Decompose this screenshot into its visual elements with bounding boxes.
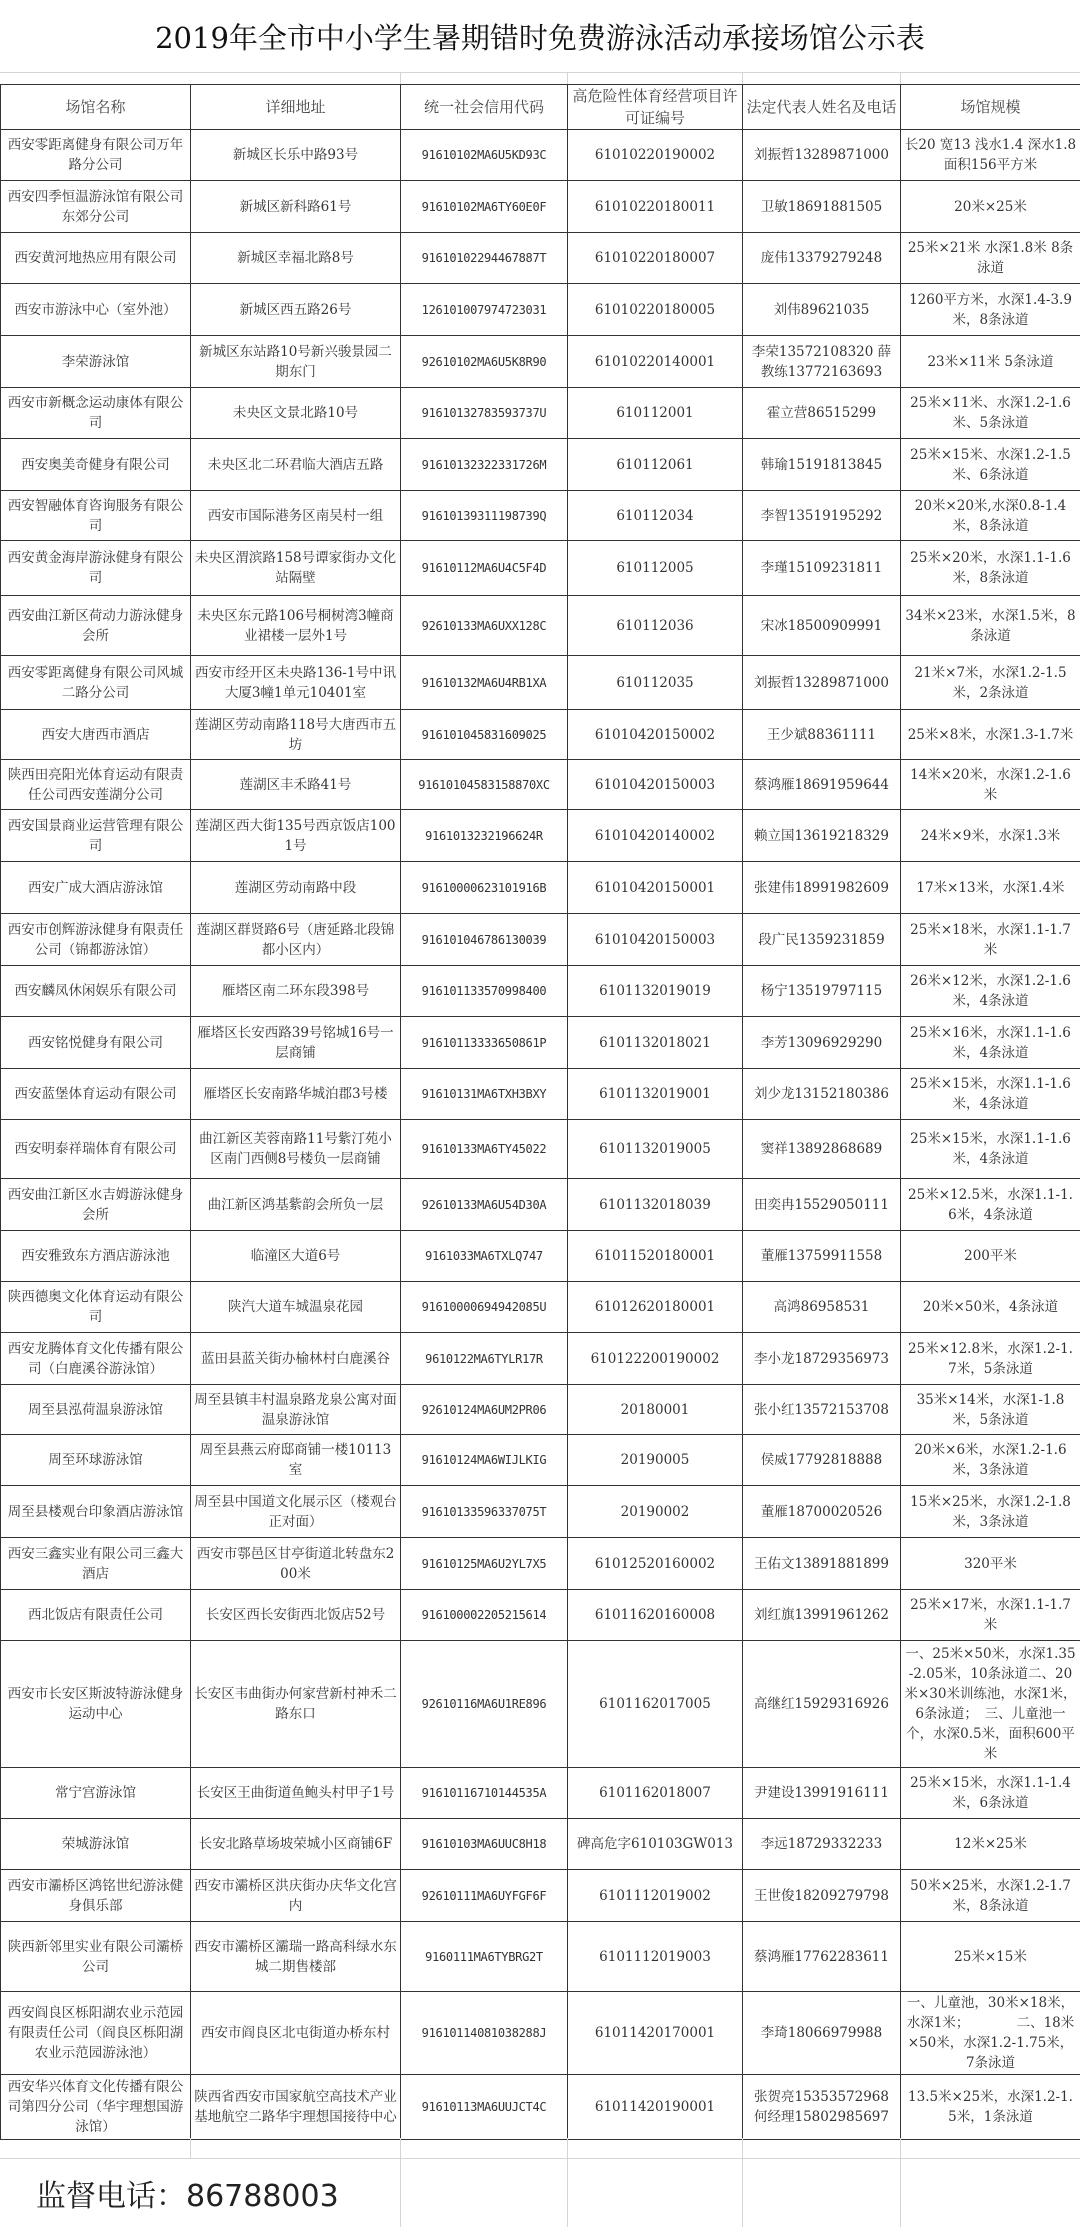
venue-scale-cell: 200平米 <box>901 1231 1080 1282</box>
credit-code-cell: 91610102MA6U5KD93C <box>401 130 568 181</box>
permit-number-cell: 碑高危字610103GW013 <box>568 1819 743 1870</box>
table-row <box>1 596 1080 656</box>
venue-scale-cell: 21米×7米，水深1.2-1.5米，2条泳道 <box>901 656 1080 710</box>
credit-code-cell: 91610000623101916B <box>401 862 568 914</box>
venue-scale-cell: 25米×16米，水深1.1-1.6米，4条泳道 <box>901 1017 1080 1069</box>
address-cell: 莲湖区劳动南路118号大唐西市五坊 <box>191 710 401 760</box>
contact-cell: 高继红15929316926 <box>743 1641 901 1768</box>
contact-cell: 卫敏18691881505 <box>743 181 901 233</box>
credit-code-cell: 92610116MA6U1RE896 <box>401 1641 568 1768</box>
credit-code-cell: 91610113MA6UUJCT4C <box>401 2075 568 2140</box>
credit-code-cell: 92610124MA6UM2PR06 <box>401 1385 568 1435</box>
venue-scale-cell: 20米×50米，4条泳道 <box>901 1282 1080 1333</box>
header-credit-code: 统一社会信用代码 <box>401 85 568 130</box>
contact-cell: 李芳13096929290 <box>743 1017 901 1069</box>
table-row <box>1 1590 1080 1641</box>
permit-number-cell: 6101132019005 <box>568 1120 743 1179</box>
table-row <box>1 1069 1080 1120</box>
permit-number-cell: 61010220180007 <box>568 233 743 284</box>
address-cell: 未央区文景北路10号 <box>191 388 401 439</box>
permit-number-cell: 61011420170001 <box>568 1992 743 2075</box>
supervision-phone: 监督电话：86788003 <box>36 2171 339 2215</box>
venue-scale-cell: 14米×20米，水深1.2-1.6米 <box>901 760 1080 810</box>
address-cell: 西安市灞桥区洪庆街办庆华文化宫内 <box>191 1870 401 1922</box>
venue-name-cell: 西安智融体育咨询服务有限公司 <box>1 491 191 541</box>
permit-number-cell: 20190002 <box>568 1486 743 1538</box>
contact-cell: 段广民1359231859 <box>743 914 901 966</box>
venue-scale-cell: 50米×25米，水深1.2-1.7米，8条泳道 <box>901 1870 1080 1922</box>
venue-scale-cell: 20米×20米,水深0.8-1.4米，8条泳道 <box>901 491 1080 541</box>
venue-scale-cell: 23米×11米 5条泳道 <box>901 336 1080 388</box>
contact-cell: 李远18729332233 <box>743 1819 901 1870</box>
address-cell: 曲江新区鸿基紫韵会所负一层 <box>191 1179 401 1231</box>
credit-code-cell: 92610111MA6UYFGF6F <box>401 1870 568 1922</box>
contact-cell: 刘振哲13289871000 <box>743 656 901 710</box>
venue-name-cell: 西安零距离健身有限公司万年路分公司 <box>1 130 191 181</box>
credit-code-cell: 92610133MA6U54D30A <box>401 1179 568 1231</box>
contact-cell: 韩瑜15191813845 <box>743 439 901 491</box>
permit-number-cell: 6101132018039 <box>568 1179 743 1231</box>
venue-scale-cell: 13.5米×25米，水深1.2-1.5米，1条泳道 <box>901 2075 1080 2140</box>
credit-code-cell: 9160111MA6TYBRG2T <box>401 1922 568 1992</box>
footer <box>0 2158 1080 2227</box>
venue-scale-cell: 25米×17米，水深1.1-1.7米 <box>901 1590 1080 1641</box>
table-row <box>1 130 1080 181</box>
address-cell: 周至县燕云府邸商铺一楼10113室 <box>191 1435 401 1486</box>
address-cell: 未央区北二环君临大酒店五路 <box>191 439 401 491</box>
contact-cell: 刘伟89621035 <box>743 284 901 336</box>
venue-scale-cell: 17米×13米，水深1.4米 <box>901 862 1080 914</box>
credit-code-cell: 91610132783593737U <box>401 388 568 439</box>
permit-number-cell: 61010220140001 <box>568 336 743 388</box>
credit-code-cell: 9610122MA6TYLR17R <box>401 1333 568 1385</box>
permit-number-cell: 61011420190001 <box>568 2075 743 2140</box>
credit-code-cell: 91610133596337075T <box>401 1486 568 1538</box>
contact-cell: 杨宁13519797115 <box>743 966 901 1017</box>
permit-number-cell: 6101112019003 <box>568 1922 743 1992</box>
credit-code-cell: 9161013232196624R <box>401 810 568 862</box>
address-cell: 西安市鄠邑区甘亭街道北转盘东200米 <box>191 1538 401 1590</box>
venue-scale-cell: 长20 宽13 浅水1.4 深水1.8 面积156平方米 <box>901 130 1080 181</box>
permit-number-cell: 6101162017005 <box>568 1641 743 1768</box>
credit-code-cell: 92610133MA6UXX128C <box>401 596 568 656</box>
table-row <box>1 284 1080 336</box>
credit-code-cell: 916101133570998400 <box>401 966 568 1017</box>
table-row <box>1 1385 1080 1435</box>
table-row <box>1 1819 1080 1870</box>
address-cell: 莲湖区劳动南路中段 <box>191 862 401 914</box>
address-cell: 新城区西五路26号 <box>191 284 401 336</box>
venue-scale-cell: 25米×12.5米，水深1.1-1.6米，4条泳道 <box>901 1179 1080 1231</box>
permit-number-cell: 6101132019001 <box>568 1069 743 1120</box>
venue-name-cell: 西安零距离健身有限公司风城二路分公司 <box>1 656 191 710</box>
contact-cell: 蔡鸿雁18691959644 <box>743 760 901 810</box>
contact-cell: 高鸿86958531 <box>743 1282 901 1333</box>
address-cell: 西安市国际港务区南吴村一组 <box>191 491 401 541</box>
contact-cell: 李小龙18729356973 <box>743 1333 901 1385</box>
permit-number-cell: 610112005 <box>568 541 743 596</box>
table-row <box>1 1486 1080 1538</box>
address-cell: 莲湖区丰禾路41号 <box>191 760 401 810</box>
venue-scale-cell: 320平米 <box>901 1538 1080 1590</box>
table-row <box>1 760 1080 810</box>
venue-name-cell: 陕西新邻里实业有限公司灞桥公司 <box>1 1922 191 1992</box>
address-cell: 长安区韦曲街办何家营新村神禾二路东口 <box>191 1641 401 1768</box>
venue-name-cell: 西安麟凤休闲娱乐有限公司 <box>1 966 191 1017</box>
permit-number-cell: 61010420150003 <box>568 914 743 966</box>
contact-cell: 窦祥13892868689 <box>743 1120 901 1179</box>
venue-scale-cell: 12米×25米 <box>901 1819 1080 1870</box>
address-cell: 新城区新科路61号 <box>191 181 401 233</box>
venue-name-cell: 西安华兴体育文化传播有限公司第四分公司（华宇理想国游泳馆） <box>1 2075 191 2140</box>
permit-number-cell: 610112034 <box>568 491 743 541</box>
permit-number-cell: 20180001 <box>568 1385 743 1435</box>
contact-cell: 王佑文13891881899 <box>743 1538 901 1590</box>
table-row <box>1 1120 1080 1179</box>
table-body <box>1 130 1080 2140</box>
table-row <box>1 862 1080 914</box>
venue-scale-cell: 25米×21米 水深1.8米 8条泳道 <box>901 233 1080 284</box>
credit-code-cell: 91610132MA6U4RB1XA <box>401 656 568 710</box>
credit-code-cell: 91610139311198739Q <box>401 491 568 541</box>
venue-table <box>0 84 1080 2140</box>
venue-name-cell: 西安龙腾体育文化传播有限公司（白鹿溪谷游泳馆） <box>1 1333 191 1385</box>
credit-code-cell: 91610112MA6U4C5F4D <box>401 541 568 596</box>
venue-name-cell: 西安广成大酒店游泳馆 <box>1 862 191 914</box>
contact-cell: 刘少龙13152180386 <box>743 1069 901 1120</box>
venue-name-cell: 周至环球游泳馆 <box>1 1435 191 1486</box>
permit-number-cell: 61010420150002 <box>568 710 743 760</box>
address-cell: 蓝田县蓝关街办榆林村白鹿溪谷 <box>191 1333 401 1385</box>
contact-cell: 宋冰18500909991 <box>743 596 901 656</box>
credit-code-cell: 91610113333650861P <box>401 1017 568 1069</box>
permit-number-cell: 6101132018021 <box>568 1017 743 1069</box>
permit-number-cell: 610112035 <box>568 656 743 710</box>
venue-name-cell: 西安黄河地热应用有限公司 <box>1 233 191 284</box>
permit-number-cell: 610122200190002 <box>568 1333 743 1385</box>
permit-number-cell: 610112001 <box>568 388 743 439</box>
address-cell: 西安市经开区未央路136-1号中讯大厦3幢1单元10401室 <box>191 656 401 710</box>
permit-number-cell: 6101162018007 <box>568 1768 743 1819</box>
permit-number-cell: 20190005 <box>568 1435 743 1486</box>
permit-number-cell: 610112061 <box>568 439 743 491</box>
contact-cell: 蔡鸿雁17762283611 <box>743 1922 901 1992</box>
table-row <box>1 1333 1080 1385</box>
table-row <box>1 1179 1080 1231</box>
venue-scale-cell: 20米×25米 <box>901 181 1080 233</box>
venue-name-cell: 西安四季恒温游泳馆有限公司东郊分公司 <box>1 181 191 233</box>
venue-name-cell: 西安奥美奇健身有限公司 <box>1 439 191 491</box>
contact-cell: 董雁18700020526 <box>743 1486 901 1538</box>
venue-scale-cell: 26米×12米，水深1.2-1.6米，4条泳道 <box>901 966 1080 1017</box>
table-row <box>1 541 1080 596</box>
permit-number-cell: 61010420140002 <box>568 810 743 862</box>
header-permit-number: 高危险性体育经营项目许可证编号 <box>568 85 743 130</box>
credit-code-cell: 91610103MA6UUC8H18 <box>401 1819 568 1870</box>
blank-grid-row <box>0 2138 1080 2158</box>
table-row <box>1 1870 1080 1922</box>
table-row <box>1 1435 1080 1486</box>
venue-name-cell: 西安三鑫实业有限公司三鑫大酒店 <box>1 1538 191 1590</box>
table-row <box>1 181 1080 233</box>
credit-code-cell: 91610104583158870XC <box>401 760 568 810</box>
address-cell: 新城区幸福北路8号 <box>191 233 401 284</box>
venue-scale-cell: 24米×9米，水深1.3米 <box>901 810 1080 862</box>
venue-scale-cell: 25米×18米，水深1.1-1.7米 <box>901 914 1080 966</box>
permit-number-cell: 61011620160008 <box>568 1590 743 1641</box>
venue-scale-cell: 25米×15米，水深1.1-1.4米，6条泳道 <box>901 1768 1080 1819</box>
venue-name-cell: 李荣游泳馆 <box>1 336 191 388</box>
permit-number-cell: 61010220180011 <box>568 181 743 233</box>
venue-scale-cell: 25米×11米、水深1.2-1.6米、5条泳道 <box>901 388 1080 439</box>
header-legal-representative: 法定代表人姓名及电话 <box>743 85 901 130</box>
venue-name-cell: 陕西田亮阳光体育运动有限责任公司西安莲湖分公司 <box>1 760 191 810</box>
table-row <box>1 1282 1080 1333</box>
contact-cell: 霍立营86515299 <box>743 388 901 439</box>
address-cell: 新城区东站路10号新兴骏景园二期东门 <box>191 336 401 388</box>
table-row <box>1 336 1080 388</box>
table-row <box>1 439 1080 491</box>
venue-name-cell: 常宁宫游泳馆 <box>1 1768 191 1819</box>
header-venue-scale: 场馆规模 <box>901 85 1080 130</box>
address-cell: 临潼区大道6号 <box>191 1231 401 1282</box>
contact-cell: 王世俊18209279798 <box>743 1870 901 1922</box>
permit-number-cell: 61010220180005 <box>568 284 743 336</box>
venue-name-cell: 周至县楼观台印象酒店游泳馆 <box>1 1486 191 1538</box>
table-row <box>1 1231 1080 1282</box>
contact-cell: 董雁13759911558 <box>743 1231 901 1282</box>
venue-scale-cell: 25米×15米 <box>901 1922 1080 1992</box>
header-venue-name: 场馆名称 <box>1 85 191 130</box>
address-cell: 西安市灞桥区灞瑞一路高科绿水东城二期售楼部 <box>191 1922 401 1992</box>
address-cell: 新城区长乐中路93号 <box>191 130 401 181</box>
credit-code-cell: 91610102294467887T <box>401 233 568 284</box>
table-row <box>1 388 1080 439</box>
contact-cell: 李荣13572108320 薛教练13772163693 <box>743 336 901 388</box>
venue-scale-cell: 1260平方米，水深1.4-3.9米，8条泳道 <box>901 284 1080 336</box>
address-cell: 曲江新区芙蓉南路11号紫汀苑小区南门西侧8号楼负一层商铺 <box>191 1120 401 1179</box>
address-cell: 未央区东元路106号桐树湾3幢商业裙楼一层外1号 <box>191 596 401 656</box>
venue-name-cell: 陕西德奥文化体育运动有限公司 <box>1 1282 191 1333</box>
contact-cell: 李琦18066979988 <box>743 1992 901 2075</box>
table-row <box>1 2075 1080 2140</box>
address-cell: 莲湖区群贤路6号（唐延路北段锦都小区内） <box>191 914 401 966</box>
venue-scale-cell: 25米×15米，水深1.1-1.6米，4条泳道 <box>901 1120 1080 1179</box>
table-header-row <box>1 85 1080 130</box>
contact-cell: 尹建设13991916111 <box>743 1768 901 1819</box>
permit-number-cell: 61010420150001 <box>568 862 743 914</box>
address-cell: 雁塔区南二环东段398号 <box>191 966 401 1017</box>
venue-name-cell: 西安市长安区斯波特游泳健身运动中心 <box>1 1641 191 1768</box>
address-cell: 长安区王曲街道鱼鲍头村甲子1号 <box>191 1768 401 1819</box>
permit-number-cell: 61010420150003 <box>568 760 743 810</box>
venue-name-cell: 西安市游泳中心（室外池） <box>1 284 191 336</box>
address-cell: 雁塔区长安西路39号铭城16号一层商铺 <box>191 1017 401 1069</box>
address-cell: 雁塔区长安南路华城泊郡3号楼 <box>191 1069 401 1120</box>
venue-name-cell: 西安国景商业运营管理有限公司 <box>1 810 191 862</box>
venue-name-cell: 西北饭店有限责任公司 <box>1 1590 191 1641</box>
credit-code-cell: 91610132322331726M <box>401 439 568 491</box>
venue-scale-cell: 25米×15米，水深1.1-1.6米，4条泳道 <box>901 1069 1080 1120</box>
address-cell: 周至县中国道文化展示区（楼观台正对面） <box>191 1486 401 1538</box>
venue-name-cell: 荣城游泳馆 <box>1 1819 191 1870</box>
venue-name-cell: 西安曲江新区水吉姆游泳健身会所 <box>1 1179 191 1231</box>
venue-name-cell: 西安市灞桥区鸿铭世纪游泳健身俱乐部 <box>1 1870 191 1922</box>
venue-name-cell: 西安明泰祥瑞体育有限公司 <box>1 1120 191 1179</box>
contact-cell: 张小红13572153708 <box>743 1385 901 1435</box>
permit-number-cell: 61012620180001 <box>568 1282 743 1333</box>
venue-scale-cell: 一、儿童池，30米×18米，水深1米； 二、18米×50米，水深1.2-1.75米，7条泳道 <box>901 1992 1080 2075</box>
table-row <box>1 966 1080 1017</box>
venue-name-cell: 周至县泓荷温泉游泳馆 <box>1 1385 191 1435</box>
venue-scale-cell: 25米×15米、水深1.2-1.5米、6条泳道 <box>901 439 1080 491</box>
venue-name-cell: 西安雅致东方酒店游泳池 <box>1 1231 191 1282</box>
address-cell: 陕汽大道车城温泉花园 <box>191 1282 401 1333</box>
address-cell: 周至县镇丰村温泉路龙泉公寓对面温泉游泳馆 <box>191 1385 401 1435</box>
venue-name-cell: 西安大唐西市酒店 <box>1 710 191 760</box>
contact-cell: 刘振哲13289871000 <box>743 130 901 181</box>
venue-scale-cell: 34米×23米，水深1.5米，8条泳道 <box>901 596 1080 656</box>
credit-code-cell: 91610114081038288J <box>401 1992 568 2075</box>
address-cell: 长安区西长安街西北饭店52号 <box>191 1590 401 1641</box>
venue-name-cell: 西安市新概念运动康体有限公司 <box>1 388 191 439</box>
table-row <box>1 1017 1080 1069</box>
venue-name-cell: 西安蓝堡体育运动有限公司 <box>1 1069 191 1120</box>
credit-code-cell: 916100002205215614 <box>401 1590 568 1641</box>
permit-number-cell: 61010220190002 <box>568 130 743 181</box>
table-row <box>1 491 1080 541</box>
table-row <box>1 1641 1080 1768</box>
credit-code-cell: 916101045831609025 <box>401 710 568 760</box>
permit-number-cell: 61011520180001 <box>568 1231 743 1282</box>
address-cell: 陕西省西安市国家航空高技术产业基地航空二路华宇理想国接待中心 <box>191 2075 401 2140</box>
credit-code-cell: 126101007974723031 <box>401 284 568 336</box>
contact-cell: 张贺亮15353572968 何经理15802985697 <box>743 2075 901 2140</box>
table-row <box>1 1922 1080 1992</box>
permit-number-cell: 610112036 <box>568 596 743 656</box>
credit-code-cell: 91610116710144535A <box>401 1768 568 1819</box>
credit-code-cell: 91610133MA6TY45022 <box>401 1120 568 1179</box>
contact-cell: 张建伟18991982609 <box>743 862 901 914</box>
contact-cell: 王少斌88361111 <box>743 710 901 760</box>
venue-scale-cell: 25米×8米，水深1.3-1.7米 <box>901 710 1080 760</box>
table-row <box>1 233 1080 284</box>
venue-name-cell: 西安铭悦健身有限公司 <box>1 1017 191 1069</box>
table-row <box>1 1538 1080 1590</box>
contact-cell: 李瑾15109231811 <box>743 541 901 596</box>
venue-name-cell: 西安黄金海岸游泳健身有限公司 <box>1 541 191 596</box>
contact-cell: 庞伟13379279248 <box>743 233 901 284</box>
contact-cell: 赖立国13619218329 <box>743 810 901 862</box>
address-cell: 未央区渭滨路158号谭家街办文化站隔壁 <box>191 541 401 596</box>
contact-cell: 侯威17792818888 <box>743 1435 901 1486</box>
credit-code-cell: 92610102MA6U5K8R90 <box>401 336 568 388</box>
contact-cell: 李智13519195292 <box>743 491 901 541</box>
credit-code-cell: 91610131MA6TXH3BXY <box>401 1069 568 1120</box>
credit-code-cell: 916101046786130039 <box>401 914 568 966</box>
permit-number-cell: 61012520160002 <box>568 1538 743 1590</box>
venue-scale-cell: 35米×14米，水深1-1.8米，5条泳道 <box>901 1385 1080 1435</box>
table-row <box>1 1768 1080 1819</box>
venue-name-cell: 西安曲江新区荷动力游泳健身会所 <box>1 596 191 656</box>
credit-code-cell: 91610000694942085U <box>401 1282 568 1333</box>
address-cell: 西安市阎良区北屯街道办桥东村 <box>191 1992 401 2075</box>
permit-number-cell: 6101132019019 <box>568 966 743 1017</box>
table-row <box>1 656 1080 710</box>
venue-scale-cell: 25米×20米，水深1.1-1.6米，8条泳道 <box>901 541 1080 596</box>
table-row <box>1 710 1080 760</box>
venue-name-cell: 西安市创辉游泳健身有限责任公司（锦都游泳馆） <box>1 914 191 966</box>
credit-code-cell: 91610124MA6WIJLKIG <box>401 1435 568 1486</box>
header-address: 详细地址 <box>191 85 401 130</box>
venue-scale-cell: 15米×25米，水深1.2-1.8米，3条泳道 <box>901 1486 1080 1538</box>
contact-cell: 刘红旗13991961262 <box>743 1590 901 1641</box>
table-row <box>1 810 1080 862</box>
credit-code-cell: 91610125MA6U2YL7X5 <box>401 1538 568 1590</box>
address-cell: 长安北路草场坡荣城小区商铺6F <box>191 1819 401 1870</box>
table-row <box>1 1992 1080 2075</box>
venue-name-cell: 西安阎良区栎阳湖农业示范园有限责任公司（阎良区栎阳湖农业示范园游泳池） <box>1 1992 191 2075</box>
permit-number-cell: 6101112019002 <box>568 1870 743 1922</box>
credit-code-cell: 9161033MA6TXLQ747 <box>401 1231 568 1282</box>
table-row <box>1 914 1080 966</box>
venue-scale-cell: 20米×6米，水深1.2-1.6米，3条泳道 <box>901 1435 1080 1486</box>
page-title: 2019年全市中小学生暑期错时免费游泳活动承接场馆公示表 <box>0 0 1080 73</box>
address-cell: 莲湖区西大街135号西京饭店1001号 <box>191 810 401 862</box>
venue-scale-cell: 一、25米×50米，水深1.35-2.05米，10条泳道二、20米×30米训练池，水深1米，6条泳道； 三、儿童池一个，水深0.5米，面积600平米 <box>901 1641 1080 1768</box>
contact-cell: 田奕冉15529050111 <box>743 1179 901 1231</box>
venue-scale-cell: 25米×12.8米，水深1.2-1.7米，5条泳道 <box>901 1333 1080 1385</box>
credit-code-cell: 91610102MA6TY60E0F <box>401 181 568 233</box>
